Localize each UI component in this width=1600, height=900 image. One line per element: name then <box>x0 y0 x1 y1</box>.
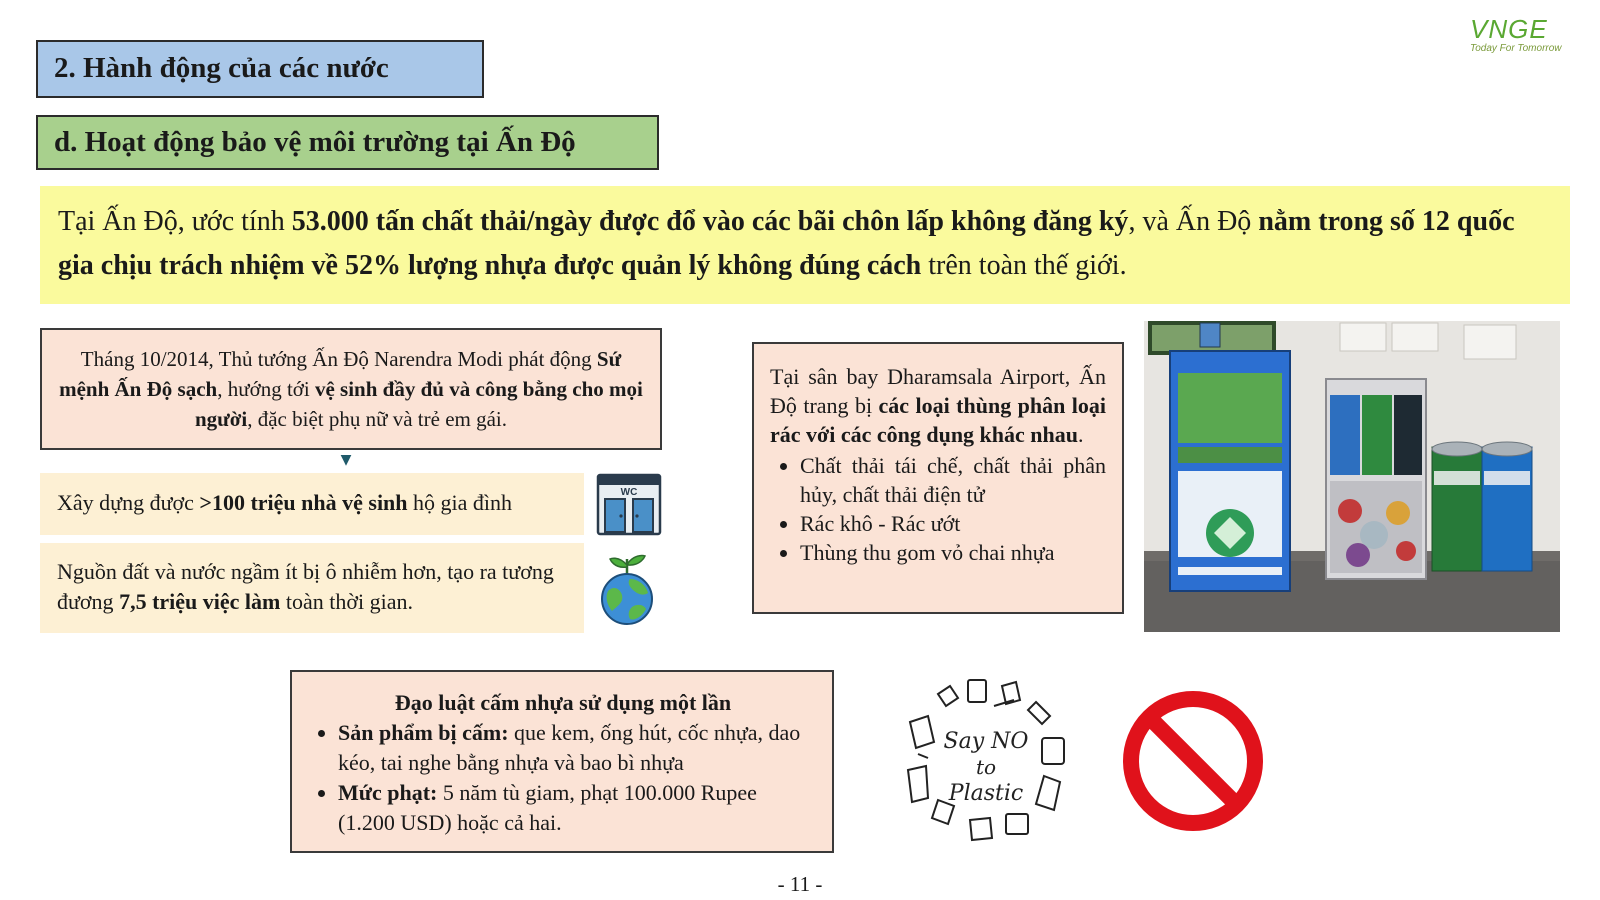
banner-text: Tại Ấn Độ, ước tính <box>58 206 292 237</box>
logo-mark: VNGE <box>1470 14 1548 44</box>
toilets-fact <box>40 473 584 535</box>
toilet-icon <box>596 473 662 536</box>
airport-recycling-bins-photo <box>1144 321 1560 632</box>
airport-text: . <box>1078 422 1084 447</box>
fact-bold: 7,5 triệu việc làm <box>119 589 281 614</box>
law-title: Đạo luật cấm nhựa sử dụng một lần <box>394 690 732 715</box>
list-item <box>338 718 818 778</box>
modi-text: Tháng 10/2014, Thủ tướng Ấn Độ Narendra Modi phát động <box>80 347 597 371</box>
fact-text: toàn thời gian. <box>280 589 413 614</box>
page-number: - 11 - <box>777 872 823 896</box>
airport-bold: các loại thùng phân loại rác với các công dụng khác nhau <box>770 393 1107 447</box>
modi-bold: vệ sinh đầy đủ và công bằng cho mọi người <box>194 377 643 431</box>
law-bullet-list <box>308 718 818 838</box>
fact-text: hộ gia đình <box>407 490 513 515</box>
law-item-text: 5 năm tù giam, phạt 100.000 Rupee (1.200 USD) hoặc cả hai. <box>338 780 757 835</box>
banner-bold: 53.000 tấn chất thải/ngày được đổ vào các bãi chôn lấp không đăng ký <box>291 206 1129 237</box>
list-item: • Rác khô - Rác ướt <box>800 509 1106 538</box>
banner-text: trên toàn thế giới. <box>921 250 1127 281</box>
law-item-label: Mức phạt: <box>338 780 438 805</box>
fact-text: Xây dựng được <box>57 490 200 515</box>
say-no-to-plastic-illustration <box>898 672 1074 848</box>
fact-text: Nguồn đất và nước ngầm ít bị ô nhiễm hơn, tạo ra tương đương <box>57 559 554 614</box>
earth-sprout-icon <box>598 551 656 627</box>
sayno-line3: Plastic <box>948 781 1024 806</box>
list-item: • Chất thải tái chế, chất thải phân hủy, chất thải điện tử <box>800 451 1106 509</box>
modi-bold: Sứ mệnh Ấn Độ sạch <box>59 347 622 401</box>
banner-text: , và Ấn Độ <box>1128 206 1259 237</box>
list-item <box>338 778 818 838</box>
wc-label: WC <box>620 487 638 498</box>
subsection-title: d. Hoạt động bảo vệ môi trường tại Ấn Độ <box>36 115 659 170</box>
modi-text: , hướng tới <box>217 377 315 401</box>
prohibition-icon <box>1120 688 1266 834</box>
vnge-logo <box>1470 14 1600 66</box>
sayno-line1: Say NO <box>943 729 1029 754</box>
law-item-label: Sản phẩm bị cấm: <box>338 720 509 745</box>
airport-bullet-list <box>770 451 1106 567</box>
fact-bold: >100 triệu nhà vệ sinh <box>199 490 408 515</box>
list-item: • Thùng thu gom vỏ chai nhựa <box>800 538 1106 567</box>
clean-india-mission-box <box>40 328 662 450</box>
airport-intro <box>770 362 1106 449</box>
plastic-ban-law-box <box>290 670 834 853</box>
logo-tagline: Today For Tomorrow <box>1470 43 1562 54</box>
section-title: 2. Hành động của các nước <box>36 40 484 98</box>
sayno-line2: to <box>975 755 997 779</box>
summary-banner <box>40 186 1570 304</box>
airport-bins-box <box>752 342 1124 614</box>
modi-text: , đặc biệt phụ nữ và trẻ em gái. <box>247 407 508 431</box>
airport-text: Tại sân bay Dharamsala Airport, Ấn Độ trang bị <box>770 364 1106 418</box>
banner-bold: nằm trong số 12 quốc gia chịu trách nhiệm về 52% lượng nhựa được quản lý không đúng cách <box>58 206 1515 281</box>
arrow-down-icon: ▼ <box>340 452 352 468</box>
law-item-text: que kem, ống hút, cốc nhựa, dao kéo, tai nghe bằng nhựa và bao bì nhựa <box>338 720 801 775</box>
jobs-fact <box>40 543 584 633</box>
